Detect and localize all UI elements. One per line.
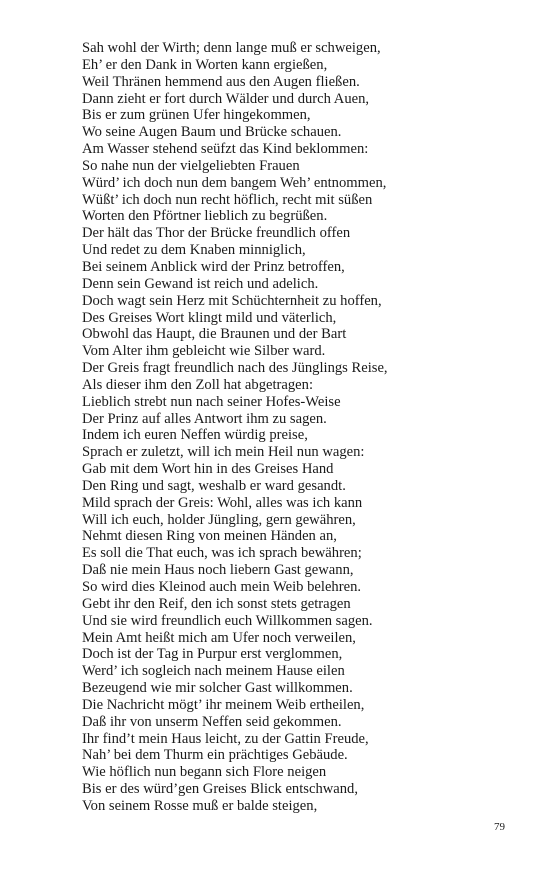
verse-line: Bis er zum grünen Ufer hingekommen, [82, 107, 311, 124]
verse-line: Von seinem Rosse muß er balde steigen, [82, 797, 318, 814]
verse-line: Der hält das Thor der Brücke freundlich offen [82, 225, 351, 242]
verse-line: Worten den Pförtner lieblich zu begrüßen. [82, 208, 328, 225]
verse-line: Wie höflich nun begann sich Flore neigen [82, 764, 327, 781]
verse-line: Will ich euch, holder Jüngling, gern gewähren, [82, 511, 356, 528]
verse-line: Lieblich strebt nun nach seiner Hofes-Weise [82, 393, 341, 410]
verse-line: Denn sein Gewand ist reich und adelich. [82, 275, 319, 292]
verse-line: Und redet zu dem Knaben minniglich, [82, 242, 306, 259]
verse-line: Bis er des würd’gen Greises Blick entschwand, [82, 781, 358, 798]
verse-line: Doch ist der Tag in Purpur erst verglommen, [82, 646, 343, 663]
verse-line: Der Greis fragt freundlich nach des Jünglings Reise, [82, 360, 388, 377]
verse-line: Dann zieht er fort durch Wälder und durch Auen, [82, 90, 370, 107]
verse-line: Die Nachricht mögt’ ihr meinem Weib ertheilen, [82, 696, 365, 713]
verse-line: Obwohl das Haupt, die Braunen und der Bart [82, 326, 347, 343]
verse-line: Bezeugend wie mir solcher Gast willkommen. [82, 680, 353, 697]
verse-line: Des Greises Wort klingt mild und väterlich, [82, 309, 337, 326]
verse-line: Als dieser ihm den Zoll hat abgetragen: [82, 376, 313, 393]
verse-line: Indem ich euren Neffen würdig preise, [82, 427, 308, 444]
verse-line: Am Wasser stehend seüfzt das Kind beklommen: [82, 141, 369, 158]
verse-line: Weil Thränen hemmend aus den Augen fließen. [82, 73, 360, 90]
verse-line: Sprach er zuletzt, will ich mein Heil nun wagen: [82, 444, 365, 461]
verse-line: Eh’ er den Dank in Worten kann ergießen, [82, 56, 328, 73]
verse-line: Gab mit dem Wort hin in des Greises Hand [82, 461, 334, 478]
verse-line: Nah’ bei dem Thurm ein prächtiges Gebäude. [82, 747, 348, 764]
verse-line: Bei seinem Anblick wird der Prinz betroffen, [82, 258, 345, 275]
verse-line: Nehmt diesen Ring von meinen Händen an, [82, 528, 337, 545]
verse-line: Es soll die That euch, was ich sprach bewähren; [82, 545, 362, 562]
verse-line: Und sie wird freundlich euch Willkommen sagen. [82, 612, 373, 629]
verse-line: Sah wohl der Wirth; denn lange muß er schweigen, [82, 40, 381, 56]
verse-line: Daß nie mein Haus noch liebern Gast gewann, [82, 562, 354, 579]
verse-line: So wird dies Kleinod auch mein Weib belehren. [82, 579, 362, 595]
verse-line: Der Prinz auf alles Antwort ihm zu sagen. [82, 410, 327, 427]
verse-line: Wüßt’ ich doch nun recht höflich, recht mit süßen [82, 191, 373, 208]
verse-line: Daß ihr von unserm Neffen seid gekommen. [82, 713, 342, 730]
verse-line: Wo seine Augen Baum und Brücke schauen. [82, 124, 342, 141]
verse-line: Vom Alter ihm gebleicht wie Silber ward. [82, 343, 326, 360]
verse-line: Den Ring und sagt, weshalb er ward gesandt. [82, 477, 346, 494]
verse-line: Mild sprach der Greis: Wohl, alles was ich kann [82, 494, 363, 511]
poem-text [82, 40, 522, 815]
verse-line: So nahe nun der vielgeliebten Frauen [82, 157, 300, 174]
verse-line: Doch wagt sein Herz mit Schüchternheit zu hoffen, [82, 292, 382, 309]
verse-line: Mein Amt heißt mich am Ufer noch verweilen, [82, 629, 356, 646]
verse-line: Ihr find’t mein Haus leicht, zu der Gattin Freude, [82, 730, 369, 747]
verse-line: Gebt ihr den Reif, den ich sonst stets getragen [82, 595, 351, 612]
verse-line: Werd’ ich sogleich nach meinem Hause eilen [82, 663, 345, 680]
page-number: 79 [494, 821, 505, 833]
verse-line: Würd’ ich doch nun dem bangem Weh’ entnommen, [82, 174, 387, 191]
